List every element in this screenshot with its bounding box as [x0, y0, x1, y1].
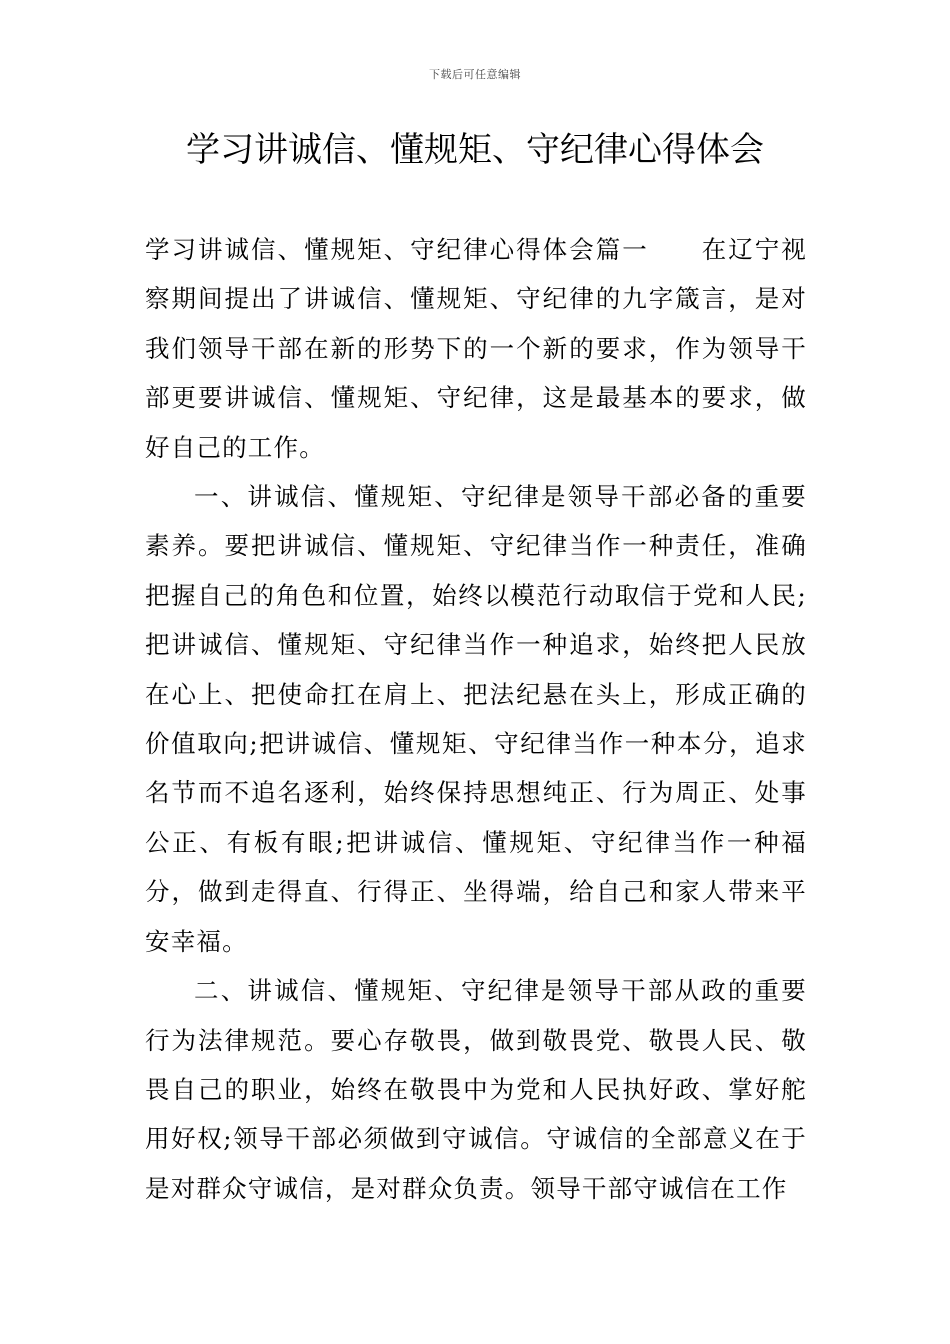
- paragraph-section-two: 二、讲诚信、懂规矩、守纪律是领导干部从政的重要行为法律规范。要心存敬畏，做到敬畏党、敬畏人民、敬畏自己的职业，始终在敬畏中为党和人民执好政、掌好舵用好权;领导干部必须做到守诚信。守诚信的全部意义在于是对群众守诚信，是对群众负责。领导干部守诚信在工作: [145, 976, 807, 1203]
- header-note: 下载后可任意编辑: [429, 68, 521, 81]
- document-title: 学习讲诚信、懂规矩、守纪律心得体会: [186, 130, 764, 170]
- document-body: [145, 225, 807, 1213]
- paragraph-intro: 学习讲诚信、懂规矩、守纪律心得体会篇一 在辽宁视察期间提出了讲诚信、懂规矩、守纪律的九字箴言，是对我们领导干部在新的形势下的一个新的要求，作为领导干部更要讲诚信、懂规矩、守纪律，这是最基本的要求，做好自己的工作。: [145, 235, 807, 462]
- paragraph-section-one: 一、讲诚信、懂规矩、守纪律是领导干部必备的重要素养。要把讲诚信、懂规矩、守纪律当作一种责任，准确把握自己的角色和位置，始终以模范行动取信于党和人民;把讲诚信、懂规矩、守纪律当作一种追求，始终把人民放在心上、把使命扛在肩上、把法纪悬在头上，形成正确的价值取向;把讲诚信、懂规矩、守纪律当作一种本分，追求名节而不追名逐利，始终保持思想纯正、行为周正、处事公正、有板有眼;把讲诚信、懂规矩、守纪律当作一种福分，做到走得直、行得正、坐得端，给自己和家人带来平安幸福。: [145, 482, 807, 956]
